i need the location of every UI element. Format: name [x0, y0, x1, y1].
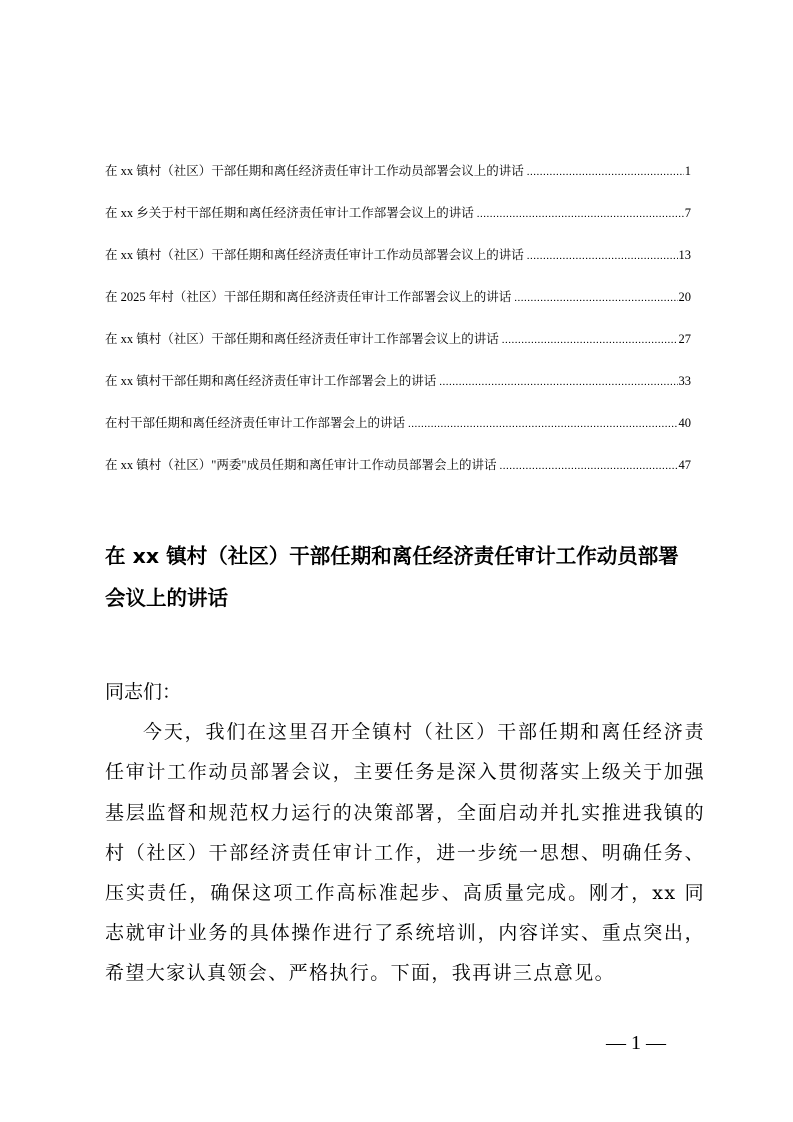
toc-item-page: 33 — [678, 374, 691, 388]
toc-item-title: 在 xx 镇村（社区）干部任期和离任经济责任审计工作部署会议上的讲话 — [105, 332, 499, 346]
toc-item-title: 在村干部任期和离任经济责任审计工作部署会上的讲话 — [105, 416, 406, 430]
toc-item[interactable] — [105, 160, 691, 202]
toc-leader-dots — [502, 329, 678, 351]
toc-leader-dots — [527, 161, 684, 183]
document-body — [105, 672, 705, 994]
toc-item-title: 在 xx 镇村（社区）"两委"成员任期和离任审计工作动员部署会上的讲话 — [105, 458, 497, 472]
toc-item[interactable] — [105, 370, 691, 412]
toc-leader-dots — [527, 245, 678, 267]
toc-leader-dots — [477, 203, 684, 225]
toc-item-title: 在 xx 乡关于村干部任期和离任经济责任审计工作部署会议上的讲话 — [105, 206, 474, 220]
toc-leader-dots — [499, 455, 677, 477]
toc-item-title: 在 xx 镇村（社区）干部任期和离任经济责任审计工作动员部署会议上的讲话 — [105, 248, 524, 262]
salutation: 同志们： — [105, 681, 182, 703]
toc-leader-dots — [439, 371, 677, 393]
toc-item[interactable] — [105, 412, 691, 454]
toc-item-page: 7 — [684, 206, 691, 220]
toc-item-page: 20 — [678, 290, 691, 304]
document-title: 在 xx 镇村（社区）干部任期和离任经济责任审计工作动员部署会议上的讲话 — [105, 544, 679, 610]
table-of-contents — [105, 160, 691, 496]
toc-item[interactable] — [105, 454, 691, 496]
toc-item[interactable] — [105, 244, 691, 286]
body-paragraph: 今天，我们在这里召开全镇村（社区）干部任期和离任经济责任审计工作动员部署会议，主要任务是深入贯彻落实上级关于加强基层监督和规范权力运行的决策部署，全面启动并扎实推进我镇的村（社区）干部经济责任审计工作，进一步统一思想、明确任务、压实责任，确保这项工作高标准起步、高质量完成。刚才，xx 同志就审计业务的具体操作进行了系统培训，内容详实、重点突出，希望大家认真领会、严格执行。下面，我再讲三点意见。 — [105, 721, 705, 985]
toc-item-page: 13 — [678, 248, 691, 262]
toc-item-page: 1 — [684, 164, 691, 178]
toc-leader-dots — [514, 287, 677, 309]
toc-item-title: 在 xx 镇村干部任期和离任经济责任审计工作部署会上的讲话 — [105, 374, 437, 388]
toc-item[interactable] — [105, 286, 691, 328]
toc-item-page: 47 — [678, 458, 691, 472]
toc-item-page: 27 — [678, 332, 691, 346]
toc-item-title: 在 2025 年村（社区）干部任期和离任经济责任审计工作部署会议上的讲话 — [105, 290, 512, 304]
page-number: — 1 — — [606, 1032, 666, 1054]
toc-item-page: 40 — [678, 416, 691, 430]
toc-item[interactable] — [105, 202, 691, 244]
toc-leader-dots — [408, 413, 677, 435]
toc-item-title: 在 xx 镇村（社区）干部任期和离任经济责任审计工作动员部署会议上的讲话 — [105, 164, 524, 178]
toc-item[interactable] — [105, 328, 691, 370]
